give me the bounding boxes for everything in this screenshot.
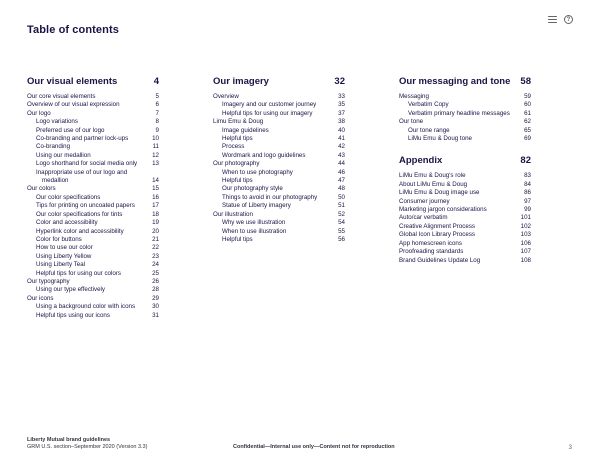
- toc-entry[interactable]: [213, 101, 345, 109]
- toc-entry-page: 23: [152, 252, 159, 260]
- toc-entry-label: Consumer journey: [399, 197, 450, 205]
- toc-entry-page: 48: [338, 185, 345, 193]
- toc-entry-page: 25: [152, 269, 159, 277]
- toc-entry-label: Helpful tips for using our imagery: [222, 109, 313, 117]
- toc-entry-label: LiMu Emu & Doug tone: [408, 135, 472, 143]
- toc-heading-label: Our messaging and tone: [399, 76, 511, 87]
- toc-entry[interactable]: [399, 101, 531, 109]
- toc-entry-page: 101: [520, 214, 531, 222]
- toc-entry[interactable]: [213, 194, 345, 202]
- toc-entry[interactable]: [27, 219, 159, 227]
- toc-entry[interactable]: [27, 303, 159, 311]
- toc-entry-page: 9: [155, 126, 159, 134]
- toc-entry-label: Color and accessibility: [36, 219, 98, 227]
- toc-entry-label: Verbatim Copy: [408, 101, 449, 109]
- footer-page-number: 3: [568, 445, 572, 451]
- toc-entry-page: 28: [152, 286, 159, 294]
- toc-entry-label: Global Icon Library Process: [399, 231, 476, 239]
- toc-entry-page: 59: [524, 93, 531, 100]
- toc-entry[interactable]: [27, 110, 159, 118]
- toc-entry[interactable]: [27, 194, 159, 202]
- toc-entry-page: 52: [338, 210, 345, 218]
- toc-entry[interactable]: [27, 152, 159, 160]
- toc-entry-page: 19: [152, 219, 159, 227]
- toc-entry-label: Helpful tips for using our colors: [36, 269, 121, 277]
- toc-entry-page: 106: [520, 239, 531, 247]
- toc-entry[interactable]: [213, 211, 345, 219]
- toc-entry-label: Marketing jargon considerations: [399, 206, 487, 214]
- toc-column-2: [213, 76, 345, 320]
- toc-entry[interactable]: [399, 257, 531, 265]
- toc-entry-label: Auto/car verbatim: [399, 214, 448, 222]
- toc-entry-page: 69: [524, 135, 531, 143]
- toc-entry-page: 83: [524, 172, 531, 180]
- toc-entry-page: 47: [338, 177, 345, 185]
- toc-entry-page: 108: [520, 256, 531, 264]
- toc-entry[interactable]: [27, 202, 159, 210]
- toc-entry-label: Brand Guidelines Update Log: [399, 256, 481, 264]
- toc-entry-label: Our typography: [27, 277, 70, 285]
- toc-column-3: [399, 76, 531, 320]
- toc-entry-label: Hyperlink color and accessibility: [36, 227, 124, 235]
- toc-entry-label: LiMu Emu & Doug image use: [399, 189, 480, 197]
- toc-entry-page: 38: [338, 118, 345, 126]
- toc-entry-page: 30: [152, 303, 159, 311]
- toc-entry-page: 24: [152, 261, 159, 269]
- toc-entry-page: 15: [152, 185, 159, 193]
- toc-entry[interactable]: [27, 295, 159, 303]
- toc-entry[interactable]: [213, 135, 345, 143]
- toc-entry-page: 33: [338, 93, 345, 100]
- toc-entry[interactable]: [27, 135, 159, 143]
- toc-entry[interactable]: [399, 206, 531, 214]
- toc-entry[interactable]: [27, 270, 159, 278]
- toc-entry-label: Using a background color with icons: [36, 303, 136, 311]
- top-icons: [548, 15, 573, 24]
- toc-entry-label: Limu Emu & Doug: [213, 118, 264, 126]
- toc-heading-label: Appendix: [399, 155, 443, 167]
- toc-entry-label: Our color specifications: [36, 193, 101, 201]
- toc-entry[interactable]: [27, 236, 159, 244]
- toc-heading-page: 58: [520, 76, 531, 87]
- toc-entry[interactable]: [213, 228, 345, 236]
- toc-entry-page: 42: [338, 143, 345, 151]
- hamburger-menu-icon[interactable]: [548, 16, 557, 23]
- toc-entry-label: Our colors: [27, 185, 56, 193]
- toc-entry[interactable]: [399, 110, 531, 118]
- footer-document-version: GRM U.S. section–September 2020 (Version 3.3): [27, 444, 148, 450]
- toc-entry[interactable]: [27, 244, 159, 252]
- toc-entry-page: 35: [338, 101, 345, 109]
- toc-entry[interactable]: [213, 127, 345, 135]
- toc-entry-page: 21: [152, 235, 159, 243]
- toc-entry-label: Color for buttons: [36, 235, 82, 243]
- toc-entry[interactable]: [27, 312, 159, 320]
- toc-entry-label: App homescreen icons: [399, 239, 462, 247]
- toc-entry-page: 12: [152, 151, 159, 159]
- toc-entry-page: 14: [152, 177, 159, 185]
- toc-entry[interactable]: [213, 169, 345, 177]
- toc-section: [399, 76, 531, 143]
- toc-entry-label: When to use illustration: [222, 227, 287, 235]
- toc-entry-label: Helpful tips using our icons: [36, 311, 110, 319]
- toc-entry-page: 50: [338, 193, 345, 201]
- toc-entry-label: Our illustration: [213, 210, 253, 218]
- toc-entry[interactable]: [213, 185, 345, 193]
- toc-heading-page: 82: [520, 155, 531, 167]
- toc-entry-page: 11: [152, 143, 159, 151]
- toc-entry-label: Things to avoid in our photography: [222, 193, 318, 201]
- toc-section-heading[interactable]: [213, 76, 345, 87]
- toc-entry[interactable]: [213, 160, 345, 168]
- toc-entry[interactable]: [399, 93, 531, 101]
- toc-entry-page: 61: [524, 109, 531, 117]
- toc-entry-page: 29: [152, 294, 159, 302]
- toc-entry-label: Imagery and our customer journey: [222, 101, 317, 109]
- toc-section-heading[interactable]: [399, 155, 531, 166]
- toc-entry-page: 97: [524, 197, 531, 205]
- toc-entry-label: Our tone range: [408, 126, 450, 134]
- toc-entry[interactable]: [27, 118, 159, 126]
- toc-entry[interactable]: [27, 253, 159, 261]
- toc-entry-label: Statue of Liberty imagery: [222, 202, 291, 210]
- toc-entry[interactable]: [27, 278, 159, 286]
- toc-column-1: [27, 76, 159, 320]
- toc-entry-label: Our icons: [27, 294, 54, 302]
- toc-entry-label: Helpful tips: [222, 235, 253, 243]
- toc-entry[interactable]: [399, 231, 531, 239]
- toc-entry-page: 62: [524, 118, 531, 126]
- toc-entry-label: Overview: [213, 93, 239, 100]
- toc-section-heading[interactable]: [399, 76, 531, 87]
- toc-entry-page: 86: [524, 189, 531, 197]
- toc-entry-label: Our photography: [213, 160, 260, 168]
- toc-entry-page: 99: [524, 206, 531, 214]
- toc-entry-page: 84: [524, 180, 531, 188]
- toc-entry-page: 55: [338, 227, 345, 235]
- toc-entry-label: Our core visual elements: [27, 93, 96, 100]
- toc-entry-label: Creative Alignment Process: [399, 222, 476, 230]
- toc-entry-label: Co-branding: [36, 143, 71, 151]
- footer-document-info: [27, 437, 147, 451]
- toc-entry[interactable]: [213, 202, 345, 210]
- toc-entry[interactable]: [27, 286, 159, 294]
- toc-entry-page: 7: [155, 109, 159, 117]
- toc-entry-label: Using Liberty Yellow: [36, 252, 92, 260]
- toc-entry-page: 8: [155, 118, 159, 126]
- toc-section: [213, 76, 345, 244]
- toc-entry[interactable]: [27, 211, 159, 219]
- toc-entry[interactable]: [213, 236, 345, 244]
- toc-entry[interactable]: [213, 118, 345, 126]
- toc-entry-page: 54: [338, 219, 345, 227]
- toc-columns: [27, 76, 531, 320]
- toc-entry[interactable]: [27, 228, 159, 236]
- toc-entry[interactable]: [399, 181, 531, 189]
- toc-entry-label: Helpful tips: [222, 177, 253, 185]
- toc-entry[interactable]: [27, 160, 159, 168]
- toc-entry[interactable]: [27, 261, 159, 269]
- toc-entry-label: Using Liberty Teal: [36, 261, 86, 269]
- toc-entry-label: About LiMu Emu & Doug: [399, 180, 468, 188]
- toc-entry-label: Proofreading standards: [399, 248, 464, 256]
- toc-entry-page: 102: [520, 222, 531, 230]
- toc-entry[interactable]: [399, 248, 531, 256]
- toc-entry-page: 56: [338, 235, 345, 243]
- toc-entry[interactable]: [213, 177, 345, 185]
- toc-heading-page: 32: [334, 76, 345, 87]
- toc-entry-page: 17: [152, 202, 159, 210]
- toc-entry-label: Tips for printing on uncoated papers: [36, 202, 135, 210]
- toc-entry-page: 103: [520, 231, 531, 239]
- toc-entry-label: Messaging: [399, 93, 429, 100]
- toc-entry-page: 31: [152, 311, 159, 319]
- toc-entry-page: 51: [338, 202, 345, 210]
- toc-entry[interactable]: [399, 214, 531, 222]
- toc-entry-label: Why we use illustration: [222, 219, 286, 227]
- toc-entry-label: Logo variations: [36, 118, 78, 126]
- toc-entry-label: Our logo: [27, 109, 51, 117]
- toc-entry[interactable]: [399, 189, 531, 197]
- toc-section: [399, 155, 531, 264]
- toc-entry-label: Verbatim primary headline messages: [408, 109, 510, 117]
- toc-entry[interactable]: [27, 143, 159, 151]
- toc-entry-page: 13: [152, 160, 159, 168]
- toc-entry-page: 65: [524, 126, 531, 134]
- toc-entry[interactable]: [213, 93, 345, 101]
- toc-heading-page: 4: [153, 76, 159, 87]
- toc-entry-page: 26: [152, 277, 159, 285]
- toc-entry[interactable]: [399, 135, 531, 143]
- toc-entry[interactable]: [399, 118, 531, 126]
- toc-entry-label: How to use our color: [36, 244, 93, 252]
- toc-entry-label: Our color specifications for tints: [36, 210, 123, 218]
- toc-entry-label: Inappropriate use of our logo and medallion: [36, 168, 128, 185]
- toc-entry[interactable]: [399, 198, 531, 206]
- toc-entry-label: Co-branding and partner lock-ups: [36, 135, 129, 143]
- toc-entry[interactable]: [213, 219, 345, 227]
- toc-entry-label: Wordmark and logo guidelines: [222, 151, 306, 159]
- toc-section-heading[interactable]: [27, 76, 159, 87]
- toc-entry[interactable]: [27, 169, 159, 186]
- toc-entry[interactable]: [27, 101, 159, 109]
- toc-entry-label: Image guidelines: [222, 126, 269, 134]
- toc-entry-page: 5: [155, 93, 159, 100]
- toc-entry[interactable]: [213, 152, 345, 160]
- toc-entry-label: Logo shorthand for social media only: [36, 160, 138, 168]
- toc-entry-page: 107: [520, 248, 531, 256]
- toc-entry-label: Our tone: [399, 118, 424, 126]
- toc-entry-page: 20: [152, 227, 159, 235]
- footer-confidential-notice: Confidential—Internal use only—Content not for reproduction: [233, 444, 395, 450]
- toc-entry-page: 60: [524, 101, 531, 109]
- toc-entry-page: 41: [338, 135, 345, 143]
- toc-entry-page: 43: [338, 151, 345, 159]
- toc-entry[interactable]: [27, 185, 159, 193]
- toc-heading-label: Our imagery: [213, 76, 269, 87]
- toc-entry-label: Process: [222, 143, 245, 151]
- toc-entry-label: Overview of our visual expression: [27, 101, 120, 109]
- toc-entry[interactable]: [399, 240, 531, 248]
- toc-entry-label: Using our medallion: [36, 151, 91, 159]
- toc-entry-label: Using our type effectively: [36, 286, 106, 294]
- toc-entry[interactable]: [399, 127, 531, 135]
- toc-entry-page: 16: [152, 193, 159, 201]
- page-title: Table of contents: [27, 24, 119, 36]
- toc-entry[interactable]: [399, 223, 531, 231]
- toc-entry-page: 40: [338, 126, 345, 134]
- toc-entry-page: 18: [152, 210, 159, 218]
- toc-section: [27, 76, 159, 320]
- help-icon[interactable]: ?: [564, 15, 573, 24]
- toc-entry-label: Preferred use of our logo: [36, 126, 105, 134]
- toc-entry-label: Helpful tips: [222, 135, 253, 143]
- toc-entry-label: Our photography style: [222, 185, 283, 193]
- toc-entry-page: 6: [155, 101, 159, 109]
- footer-document-title: Liberty Mutual brand guidelines: [27, 437, 111, 443]
- toc-entry[interactable]: [399, 172, 531, 180]
- toc-entry[interactable]: [213, 110, 345, 118]
- toc-entry-label: When to use photography: [222, 168, 293, 176]
- toc-entry[interactable]: [27, 127, 159, 135]
- toc-entry-page: 22: [152, 244, 159, 252]
- toc-entry-page: 44: [338, 160, 345, 168]
- toc-entry-label: LiMu Emu & Doug's role: [399, 172, 466, 180]
- toc-entry-page: 10: [152, 135, 159, 143]
- toc-heading-label: Our visual elements: [27, 76, 118, 87]
- toc-entry[interactable]: [27, 93, 159, 101]
- toc-entry-page: 46: [338, 168, 345, 176]
- toc-entry-page: 37: [338, 109, 345, 117]
- toc-entry[interactable]: [213, 143, 345, 151]
